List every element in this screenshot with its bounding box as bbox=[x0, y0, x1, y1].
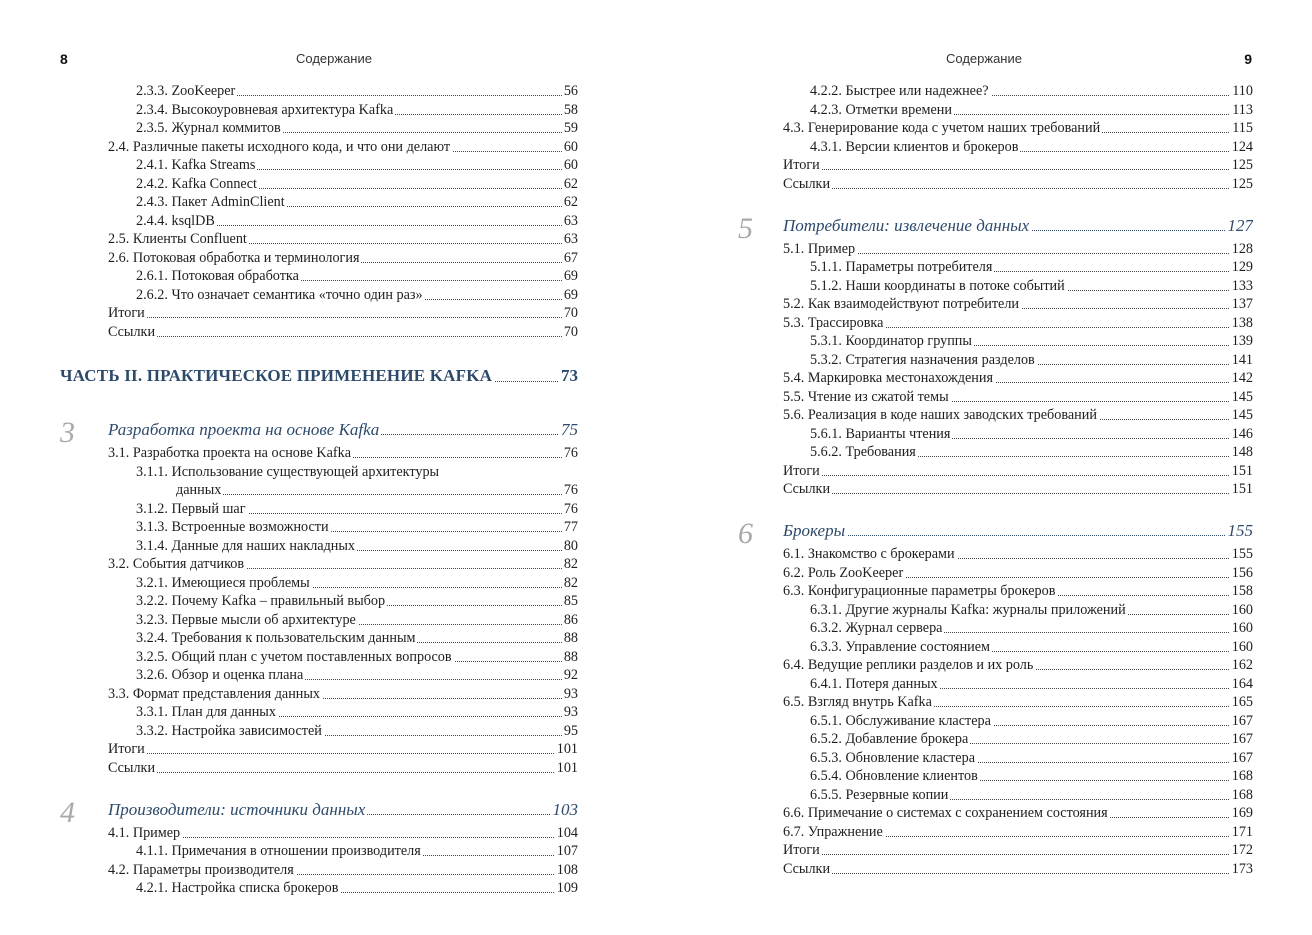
entry-title: 6.5.2. Добавление брокера bbox=[810, 731, 969, 747]
entry-page-number: 108 bbox=[556, 861, 578, 878]
toc-entry[interactable] bbox=[60, 537, 578, 556]
entry-title: 6.5.4. Обновление клиентов bbox=[810, 768, 978, 784]
chapter-number: 3 bbox=[60, 416, 75, 449]
toc-entry[interactable] bbox=[738, 545, 1253, 564]
entry-page-number: 62 bbox=[563, 175, 578, 192]
entry-title: 6.4. Ведущие реплики разделов и их роль bbox=[783, 657, 1034, 673]
toc-entry[interactable] bbox=[738, 332, 1253, 351]
toc-entry[interactable] bbox=[738, 351, 1253, 370]
left-page bbox=[0, 0, 640, 935]
entry-page-number: 109 bbox=[556, 880, 578, 896]
entry-page-number: 63 bbox=[563, 231, 578, 247]
entry-page-number: 151 bbox=[1231, 481, 1253, 497]
entry-title: 6.3.1. Другие журналы Kafka: журналы приложений bbox=[810, 601, 1126, 618]
chapter-page-number: 103 bbox=[550, 796, 579, 824]
entry-page-number: 88 bbox=[563, 630, 578, 646]
entry-page-number: 124 bbox=[1231, 138, 1253, 155]
toc-entry[interactable] bbox=[60, 592, 578, 611]
entry-page-number: 146 bbox=[1231, 425, 1253, 442]
entry-title: 2.4.3. Пакет AdminClient bbox=[136, 194, 285, 210]
entry-page-number: 167 bbox=[1231, 731, 1253, 747]
entry-page-number: 104 bbox=[556, 824, 578, 841]
toc-entry[interactable] bbox=[738, 406, 1253, 425]
entry-title: 5.6.2. Требования bbox=[810, 444, 916, 460]
entry-title: 2.6.1. Потоковая обработка bbox=[136, 268, 299, 284]
toc-entry[interactable] bbox=[60, 842, 578, 861]
running-title: Содержание bbox=[296, 51, 372, 66]
dot-leader bbox=[783, 535, 1253, 536]
entry-title: 3.2. События датчиков bbox=[108, 556, 245, 572]
toc-entry[interactable] bbox=[60, 119, 578, 138]
running-title: Содержание bbox=[946, 51, 1022, 66]
entry-title: 3.2.6. Обзор и оценка плана bbox=[136, 667, 304, 683]
toc-entry[interactable] bbox=[738, 119, 1253, 138]
toc-entry[interactable] bbox=[738, 443, 1253, 462]
chapter-title-row bbox=[783, 212, 1253, 240]
toc-entry[interactable] bbox=[60, 193, 578, 212]
entry-page-number: 167 bbox=[1231, 712, 1253, 729]
entry-page-number: 173 bbox=[1231, 860, 1253, 877]
toc-entry[interactable] bbox=[738, 369, 1253, 388]
toc-entry[interactable] bbox=[60, 518, 578, 537]
entry-page-number: 77 bbox=[563, 519, 578, 535]
entry-page-number: 162 bbox=[1231, 657, 1253, 673]
entry-page-number: 88 bbox=[563, 648, 578, 665]
entry-page-number: 70 bbox=[563, 323, 578, 340]
toc-chapter-heading[interactable] bbox=[60, 416, 578, 449]
toc-entry[interactable] bbox=[738, 295, 1253, 314]
entry-page-number: 69 bbox=[563, 286, 578, 303]
chapter-number: 5 bbox=[738, 211, 753, 245]
entry-page-number: 156 bbox=[1231, 564, 1253, 581]
entry-page-number: 70 bbox=[563, 305, 578, 321]
entry-page-number: 67 bbox=[563, 249, 578, 266]
toc-entry[interactable] bbox=[60, 444, 578, 463]
toc-entry[interactable] bbox=[738, 749, 1253, 768]
entry-title: 6.1. Знакомство с брокерами bbox=[783, 546, 955, 562]
toc-entry[interactable] bbox=[738, 156, 1253, 175]
entry-title: 3.1.4. Данные для наших накладных bbox=[136, 537, 356, 554]
entry-page-number: 115 bbox=[1232, 120, 1253, 136]
toc-entry[interactable] bbox=[738, 860, 1253, 879]
toc-entry[interactable] bbox=[738, 425, 1253, 444]
toc-entry[interactable] bbox=[60, 138, 578, 157]
toc-entry[interactable] bbox=[738, 388, 1253, 407]
entry-title: 4.2. Параметры производителя bbox=[108, 861, 294, 878]
entry-title: Итоги bbox=[108, 305, 145, 321]
entry-title: 3.2.3. Первые мысли об архитектуре bbox=[136, 611, 356, 628]
toc-entry[interactable] bbox=[738, 730, 1253, 749]
toc-entry[interactable] bbox=[60, 101, 578, 120]
dot-leader bbox=[108, 753, 578, 754]
entry-title: 4.3. Генерирование кода с учетом наших требований bbox=[783, 120, 1101, 136]
entry-title: 4.1. Пример bbox=[108, 824, 181, 841]
dot-leader bbox=[783, 873, 1253, 874]
chapter-number: 4 bbox=[60, 795, 75, 829]
entry-page-number: 85 bbox=[563, 593, 578, 609]
toc-entry[interactable] bbox=[60, 824, 578, 843]
toc-entry[interactable] bbox=[60, 685, 578, 704]
entry-page-number: 151 bbox=[1231, 462, 1253, 479]
toc-entry[interactable] bbox=[60, 555, 578, 574]
entry-title: 2.3.3. ZooKeeper bbox=[136, 83, 236, 99]
entry-title: 3.1.3. Встроенные возможности bbox=[136, 519, 329, 535]
entry-page-number: 101 bbox=[556, 741, 578, 757]
entry-title: 2.5. Клиенты Confluent bbox=[108, 231, 247, 247]
entry-title: 5.4. Маркировка местонахождения bbox=[783, 370, 993, 386]
entry-title: 5.3.2. Стратегия назначения разделов bbox=[810, 351, 1035, 368]
dot-leader bbox=[783, 854, 1253, 855]
toc-entry[interactable] bbox=[60, 879, 578, 898]
toc-entry[interactable] bbox=[738, 175, 1253, 194]
toc-entry[interactable] bbox=[738, 656, 1253, 675]
toc-entry[interactable] bbox=[738, 258, 1253, 277]
chapter-page-number: 75 bbox=[558, 416, 578, 444]
entry-title: 4.2.2. Быстрее или надежнее? bbox=[810, 83, 989, 99]
toc-part-heading[interactable] bbox=[60, 360, 578, 392]
entry-title: 3.1. Разработка проекта на основе Kafka bbox=[108, 445, 352, 461]
entry-title: 2.4.2. Kafka Connect bbox=[136, 175, 257, 192]
chapter-title: Разработка проекта на основе Kafka bbox=[108, 416, 381, 444]
chapter-title-row bbox=[108, 796, 578, 824]
toc-chapter-heading[interactable] bbox=[60, 795, 578, 829]
toc-entry[interactable] bbox=[60, 463, 578, 482]
toc-entry[interactable] bbox=[738, 693, 1253, 712]
dot-leader bbox=[783, 475, 1253, 476]
toc-entry[interactable] bbox=[738, 314, 1253, 333]
entry-page-number: 160 bbox=[1231, 601, 1253, 618]
entry-page-number: 60 bbox=[563, 138, 578, 155]
toc-chapter-heading[interactable] bbox=[738, 517, 1253, 550]
toc-spacer bbox=[60, 777, 578, 796]
entry-title: 4.3.1. Версии клиентов и брокеров bbox=[810, 138, 1019, 155]
entry-page-number: 138 bbox=[1231, 314, 1253, 331]
toc-entry[interactable] bbox=[738, 277, 1253, 296]
chapter-title: Брокеры bbox=[783, 517, 847, 545]
entry-page-number: 95 bbox=[563, 722, 578, 739]
entry-page-number: 129 bbox=[1231, 259, 1253, 275]
entry-page-number: 160 bbox=[1231, 638, 1253, 655]
toc-entry[interactable] bbox=[738, 619, 1253, 638]
entry-title: 2.3.5. Журнал коммитов bbox=[136, 120, 281, 136]
entry-title: Ссылки bbox=[108, 759, 156, 776]
entry-title: 3.2.4. Требования к пользовательским данным bbox=[136, 630, 416, 646]
entry-page-number: 62 bbox=[563, 194, 578, 210]
entry-title: 5.1.2. Наши координаты в потоке событий bbox=[810, 277, 1065, 294]
entry-title: 6.5.3. Обновление кластера bbox=[810, 749, 975, 766]
entry-page-number: 137 bbox=[1231, 296, 1253, 312]
entry-title: 5.1. Пример bbox=[783, 240, 856, 257]
chapter-number: 6 bbox=[738, 517, 753, 550]
entry-title: Итоги bbox=[783, 157, 820, 173]
dot-leader bbox=[783, 169, 1253, 170]
toc-chapter-heading[interactable] bbox=[738, 211, 1253, 245]
entry-page-number: 145 bbox=[1231, 388, 1253, 405]
entry-page-number: 139 bbox=[1231, 333, 1253, 349]
entry-title: 3.2.5. Общий план с учетом поставленных вопросов bbox=[136, 648, 452, 665]
entry-title: 6.3.3. Управление состоянием bbox=[810, 638, 991, 655]
toc-entry[interactable] bbox=[60, 267, 578, 286]
entry-page-number: 76 bbox=[563, 445, 578, 461]
entry-page-number: 58 bbox=[563, 101, 578, 118]
toc-entry[interactable] bbox=[60, 666, 578, 685]
toc-entry[interactable] bbox=[60, 175, 578, 194]
toc-entry[interactable] bbox=[738, 240, 1253, 259]
entry-title: 5.5. Чтение из сжатой темы bbox=[783, 388, 949, 405]
toc-entry[interactable] bbox=[60, 212, 578, 231]
toc-entry[interactable] bbox=[60, 629, 578, 648]
entry-page-number: 167 bbox=[1231, 749, 1253, 766]
dot-leader bbox=[783, 188, 1253, 189]
toc-entry[interactable] bbox=[738, 564, 1253, 583]
entry-title: Итоги bbox=[108, 741, 145, 757]
entry-title: Ссылки bbox=[783, 175, 831, 192]
chapter-page-number: 155 bbox=[1225, 517, 1254, 545]
toc-entry[interactable] bbox=[60, 304, 578, 323]
entry-title: 3.3.2. Настройка зависимостей bbox=[136, 722, 322, 739]
entry-title: 3.1.1. Использование существующей архитектуры bbox=[136, 463, 440, 480]
entry-title: 2.4.4. ksqlDB bbox=[136, 212, 215, 229]
entry-title: 3.2.2. Почему Kafka – правильный выбор bbox=[136, 593, 386, 609]
toc-entry[interactable] bbox=[60, 861, 578, 880]
toc-entry[interactable] bbox=[738, 823, 1253, 842]
entry-page-number: 92 bbox=[563, 667, 578, 683]
chapter-page-number: 127 bbox=[1225, 212, 1254, 240]
toc-spacer bbox=[60, 341, 578, 360]
toc-entry[interactable] bbox=[60, 286, 578, 305]
toc-entry[interactable] bbox=[738, 601, 1253, 620]
entry-title: 6.2. Роль ZooKeeper bbox=[783, 564, 904, 581]
entry-page-number: 59 bbox=[563, 120, 578, 136]
toc-entry[interactable] bbox=[60, 82, 578, 101]
entry-title: 3.1.2. Первый шаг bbox=[136, 500, 246, 517]
entry-title: 6.3.2. Журнал сервера bbox=[810, 620, 943, 636]
entry-title: 5.6.1. Варианты чтения bbox=[810, 425, 951, 442]
entry-page-number: 165 bbox=[1231, 694, 1253, 710]
entry-page-number: 107 bbox=[556, 843, 578, 859]
chapter-title-row bbox=[108, 416, 578, 444]
toc-entry[interactable] bbox=[60, 574, 578, 593]
toc-entry[interactable] bbox=[60, 500, 578, 519]
part-page-number: 73 bbox=[559, 360, 578, 392]
entry-title: 6.5.5. Резервные копии bbox=[810, 786, 949, 803]
entry-title: Ссылки bbox=[108, 323, 156, 340]
entry-title: 2.6. Потоковая обработка и терминология bbox=[108, 249, 360, 266]
entry-page-number: 125 bbox=[1231, 157, 1253, 173]
toc-entry[interactable] bbox=[738, 582, 1253, 601]
entry-page-number: 82 bbox=[563, 556, 578, 572]
entry-title: Ссылки bbox=[783, 860, 831, 877]
toc-entry[interactable] bbox=[60, 759, 578, 778]
toc-entry[interactable] bbox=[738, 480, 1253, 499]
entry-title: 4.2.1. Настройка списка брокеров bbox=[136, 880, 339, 896]
entry-title: Итоги bbox=[783, 842, 820, 858]
toc-entry[interactable] bbox=[738, 101, 1253, 120]
entry-page-number: 168 bbox=[1231, 768, 1253, 784]
toc-entry[interactable] bbox=[738, 138, 1253, 157]
entry-title: 6.4.1. Потеря данных bbox=[810, 675, 938, 692]
entry-title: 4.2.3. Отметки времени bbox=[810, 101, 952, 118]
page-number: 8 bbox=[60, 51, 68, 67]
toc-entry[interactable] bbox=[738, 82, 1253, 101]
dot-leader bbox=[108, 336, 578, 337]
entry-title: 5.3. Трассировка bbox=[783, 314, 884, 331]
toc-entry[interactable] bbox=[738, 841, 1253, 860]
entry-title: 5.3.1. Координатор группы bbox=[810, 333, 972, 349]
entry-page-number: 155 bbox=[1231, 546, 1253, 562]
toc-list-right bbox=[738, 82, 1253, 878]
entry-page-number: 158 bbox=[1231, 583, 1253, 599]
entry-page-number: 93 bbox=[563, 704, 578, 720]
toc-spacer bbox=[60, 398, 578, 417]
entry-page-number: 56 bbox=[563, 83, 578, 99]
entry-page-number: 133 bbox=[1231, 277, 1253, 294]
chapter-title: Потребители: извлечение данных bbox=[783, 212, 1031, 240]
entry-page-number: 101 bbox=[556, 759, 578, 776]
entry-page-number: 60 bbox=[563, 157, 578, 173]
entry-page-number: 168 bbox=[1231, 786, 1253, 803]
entry-page-number: 113 bbox=[1232, 101, 1253, 118]
entry-page-number: 160 bbox=[1231, 620, 1253, 636]
entry-title: 4.1.1. Примечания в отношении производителя bbox=[136, 843, 421, 859]
entry-page-number: 80 bbox=[563, 537, 578, 554]
toc-entry[interactable] bbox=[60, 156, 578, 175]
toc-entry[interactable] bbox=[60, 249, 578, 268]
dot-leader bbox=[108, 772, 578, 773]
entry-page-number: 169 bbox=[1231, 805, 1253, 821]
entry-title: 5.1.1. Параметры потребителя bbox=[810, 259, 993, 275]
toc-spacer bbox=[738, 499, 1253, 518]
entry-page-number: 171 bbox=[1231, 823, 1253, 840]
entry-title: 5.2. Как взаимодействуют потребители bbox=[783, 296, 1020, 312]
toc-entry[interactable] bbox=[60, 648, 578, 667]
toc-spacer bbox=[738, 193, 1253, 212]
toc-entry[interactable] bbox=[60, 323, 578, 342]
entry-title: данных bbox=[176, 482, 222, 498]
entry-title: 2.6.2. Что означает семантика «точно один раз» bbox=[136, 286, 423, 303]
entry-page-number: 86 bbox=[563, 611, 578, 628]
entry-page-number: 110 bbox=[1232, 83, 1253, 99]
toc-entry[interactable] bbox=[60, 722, 578, 741]
entry-page-number: 148 bbox=[1231, 444, 1253, 460]
toc-entry[interactable] bbox=[60, 481, 578, 500]
entry-page-number: 125 bbox=[1231, 175, 1253, 192]
entry-page-number: 145 bbox=[1231, 407, 1253, 423]
entry-page-number: 93 bbox=[563, 685, 578, 702]
entry-title: 2.4.1. Kafka Streams bbox=[136, 157, 256, 173]
toc-entry[interactable] bbox=[60, 703, 578, 722]
entry-page-number: 142 bbox=[1231, 370, 1253, 386]
entry-page-number: 164 bbox=[1231, 675, 1253, 692]
right-page bbox=[672, 0, 1312, 935]
entry-title: 6.5. Взгляд внутрь Kafka bbox=[783, 694, 932, 710]
entry-title: Итоги bbox=[783, 462, 820, 479]
entry-title: 6.3. Конфигурационные параметры брокеров bbox=[783, 583, 1056, 599]
toc-entry[interactable] bbox=[738, 767, 1253, 786]
entry-title: 3.2.1. Имеющиеся проблемы bbox=[136, 574, 310, 591]
toc-entry[interactable] bbox=[738, 712, 1253, 731]
toc-entry[interactable] bbox=[738, 786, 1253, 805]
entry-page-number: 172 bbox=[1231, 842, 1253, 858]
entry-page-number: 69 bbox=[563, 268, 578, 284]
toc-entry[interactable] bbox=[60, 230, 578, 249]
toc-entry[interactable] bbox=[738, 462, 1253, 481]
toc-entry[interactable] bbox=[738, 638, 1253, 657]
toc-entry[interactable] bbox=[738, 804, 1253, 823]
entry-page-number: 128 bbox=[1231, 240, 1253, 257]
dot-leader bbox=[783, 493, 1253, 494]
entry-title: 6.7. Упражнение bbox=[783, 823, 883, 840]
entry-title: 6.5.1. Обслуживание кластера bbox=[810, 712, 991, 729]
entry-page-number: 82 bbox=[563, 574, 578, 591]
toc-entry[interactable] bbox=[738, 675, 1253, 694]
dot-leader bbox=[108, 317, 578, 318]
toc-entry[interactable] bbox=[60, 740, 578, 759]
entry-page-number: 76 bbox=[563, 500, 578, 517]
page-number: 9 bbox=[1244, 51, 1252, 67]
dot-leader bbox=[176, 494, 578, 495]
entry-page-number: 141 bbox=[1231, 351, 1253, 368]
entry-title: 2.4. Различные пакеты исходного кода, и что они делают bbox=[108, 138, 451, 155]
chapter-title: Производители: источники данных bbox=[108, 796, 367, 824]
entry-title: 6.6. Примечание о системах с сохранением состояния bbox=[783, 805, 1108, 821]
entry-title: 3.3.1. План для данных bbox=[136, 704, 276, 720]
entry-title: 5.6. Реализация в коде наших заводских требований bbox=[783, 407, 1097, 423]
entry-title: 2.3.4. Высокоуровневая архитектура Kafka bbox=[136, 101, 394, 118]
toc-entry[interactable] bbox=[60, 611, 578, 630]
entry-page-number: 63 bbox=[563, 212, 578, 229]
chapter-title-row bbox=[783, 517, 1253, 545]
part-title: ЧАСТЬ II. ПРАКТИЧЕСКОЕ ПРИМЕНЕНИЕ KAFKA bbox=[60, 360, 494, 392]
entry-title: 3.3. Формат представления данных bbox=[108, 685, 321, 702]
toc-list-left bbox=[60, 82, 578, 898]
entry-page-number: 76 bbox=[563, 482, 578, 498]
entry-title: Ссылки bbox=[783, 481, 831, 497]
